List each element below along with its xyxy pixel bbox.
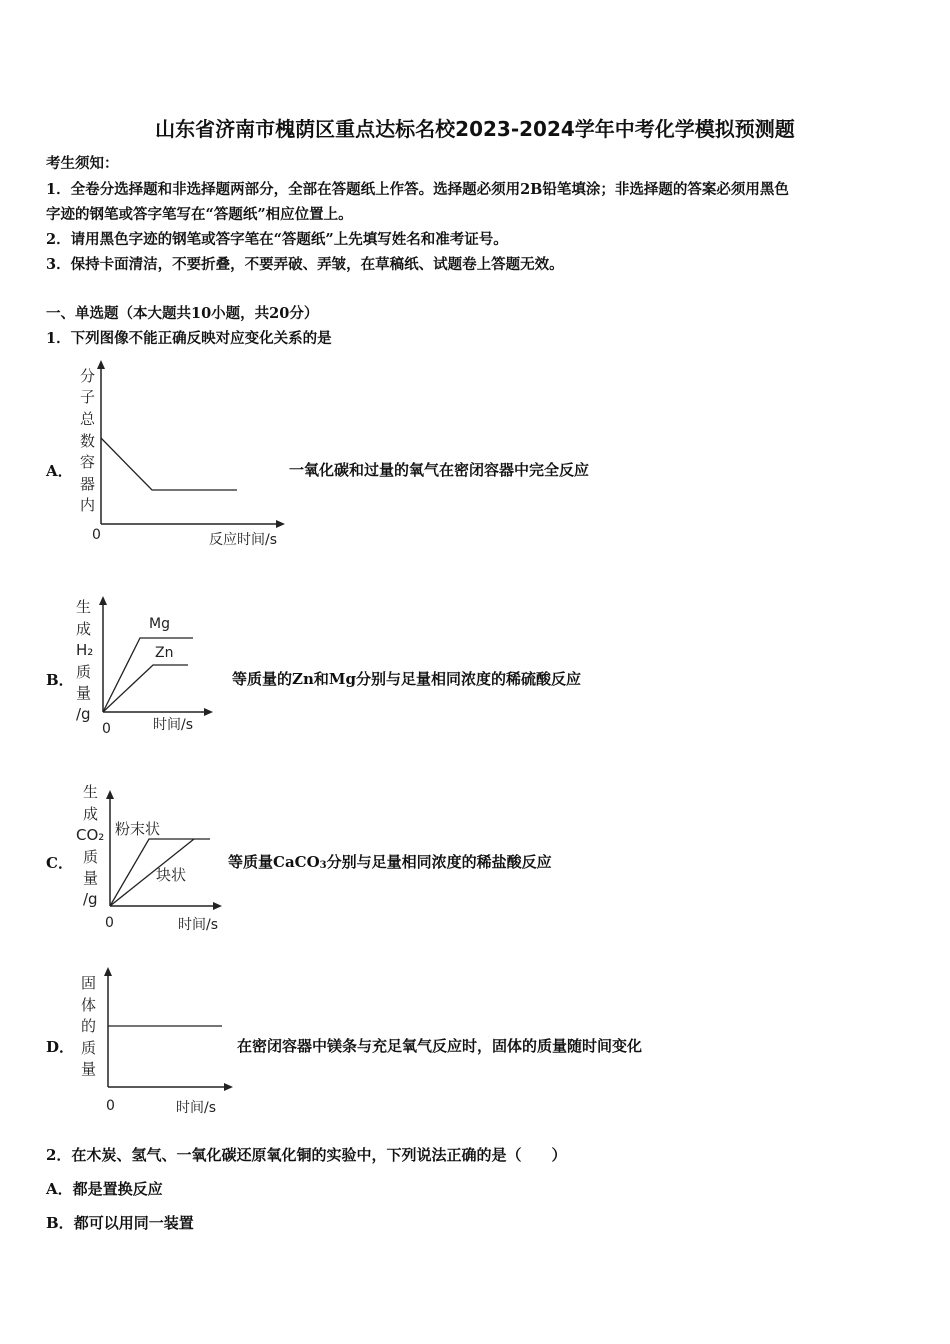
- graph-b-ylabel-char: 量: [76, 684, 92, 702]
- option-d-desc: 在密闭容器中镁条与充足氧气反应时，固体的质量随时间变化: [237, 1037, 643, 1055]
- question-1-stem: 1．下列图像不能正确反映对应变化关系的是: [46, 330, 332, 347]
- graph-c-ylabel-char: 质: [83, 848, 99, 866]
- graph-d-ylabel-char: 体: [81, 996, 97, 1014]
- graph-a-ylabel-char: 子: [80, 388, 96, 406]
- option-a-desc: 一氧化碳和过量的氧气在密闭容器中完全反应: [289, 461, 590, 479]
- graph-a-ylabel-char: 器: [80, 475, 96, 493]
- option-b-desc: 等质量的Zn和Mg分别与足量相同浓度的稀硫酸反应: [232, 670, 581, 688]
- graph-a-ylabel-char: 容: [80, 453, 96, 471]
- question-2-stem: 2．在木炭、氢气、一氧化碳还原氧化铜的实验中，下列说法正确的是（ ）: [46, 1146, 567, 1164]
- graph-c-ylabel-char: 生: [83, 783, 99, 801]
- graph-d-x-arrow: [224, 1083, 233, 1091]
- graph-d-ylabel-char: 质: [81, 1039, 97, 1057]
- notice-item-1-cont: 字迹的钢笔或答字笔写在“答题纸”相应位置上。: [46, 206, 353, 223]
- graph-b-series-zn: Zn: [155, 645, 174, 661]
- notice-heading: 考生须知：: [46, 155, 119, 172]
- graph-c-series-powder: 粉末状: [115, 820, 161, 838]
- section-heading: 一、单选题（本大题共10小题，共20分）: [46, 305, 319, 322]
- graph-a-ylabel-char: 分: [80, 367, 96, 385]
- question-2-option-a: A．都是置换反应: [46, 1180, 163, 1198]
- graph-d-ylabel-char: 的: [81, 1017, 97, 1035]
- graph-a-origin: 0: [92, 527, 101, 543]
- graph-c-ylabel-char: 量: [83, 869, 99, 887]
- graph-a-ylabel-char: 数: [80, 432, 96, 450]
- graph-d-ylabel: [81, 974, 96, 1078]
- graph-b-ylabel-char: 生: [76, 598, 92, 616]
- option-c-label: C．: [46, 854, 73, 872]
- graph-b-origin: 0: [102, 721, 111, 737]
- graph-c-origin: 0: [105, 915, 114, 931]
- graph-b-ylabel-char: 成: [76, 620, 92, 638]
- graph-a-ylabel-char: 总: [80, 410, 96, 428]
- option-d-label: D．: [46, 1038, 75, 1056]
- graph-c-xlabel: 时间/s: [178, 917, 219, 933]
- option-c-desc: 等质量CaCO3分别与足量相同浓度的稀盐酸反应: [228, 853, 552, 871]
- page-title: 山东省济南市槐荫区重点达标名校2023-2024学年中考化学模拟预测题: [155, 117, 795, 141]
- graph-a-xlabel: 反应时间/s: [209, 532, 278, 548]
- notice-item-1: 1．全卷分选择题和非选择题两部分，全部在答题纸上作答。选择题必须用2B铅笔填涂；非选择题的答案必须用黑色: [46, 181, 789, 198]
- graph-d-origin: 0: [106, 1098, 115, 1114]
- graph-b-ylabel-char: 质: [76, 663, 92, 681]
- graph-d-ylabel-char: 固: [81, 974, 97, 992]
- option-b-label: B．: [46, 671, 74, 689]
- question-2-option-b: B．都可以用同一装置: [46, 1214, 194, 1232]
- graph-c-ylabel-char: 成: [83, 805, 99, 823]
- graph-b-ylabel-char: /g: [76, 705, 91, 723]
- graph-d-y-arrow: [104, 967, 112, 976]
- graph-c-ylabel-char: CO₂: [76, 826, 105, 844]
- graph-a-ylabel-char: 内: [80, 496, 96, 514]
- graph-d-xlabel: 时间/s: [176, 1100, 217, 1116]
- graph-b-series-mg: Mg: [149, 616, 170, 632]
- graph-b-ylabel-char: H₂: [76, 641, 94, 659]
- graph-b-xlabel: 时间/s: [153, 717, 194, 733]
- notice-item-2: 2．请用黑色字迹的钢笔或答字笔在“答题纸”上先填写姓名和准考证号。: [46, 231, 508, 248]
- option-a-label: A．: [46, 462, 73, 480]
- notice-item-3: 3．保持卡面清洁，不要折叠，不要弄破、弄皱，在草稿纸、试题卷上答题无效。: [46, 256, 564, 273]
- graph-d-ylabel-char: 量: [81, 1060, 97, 1078]
- graph-c-ylabel-char: /g: [83, 890, 98, 908]
- graph-c-series-lump: 块状: [156, 866, 187, 884]
